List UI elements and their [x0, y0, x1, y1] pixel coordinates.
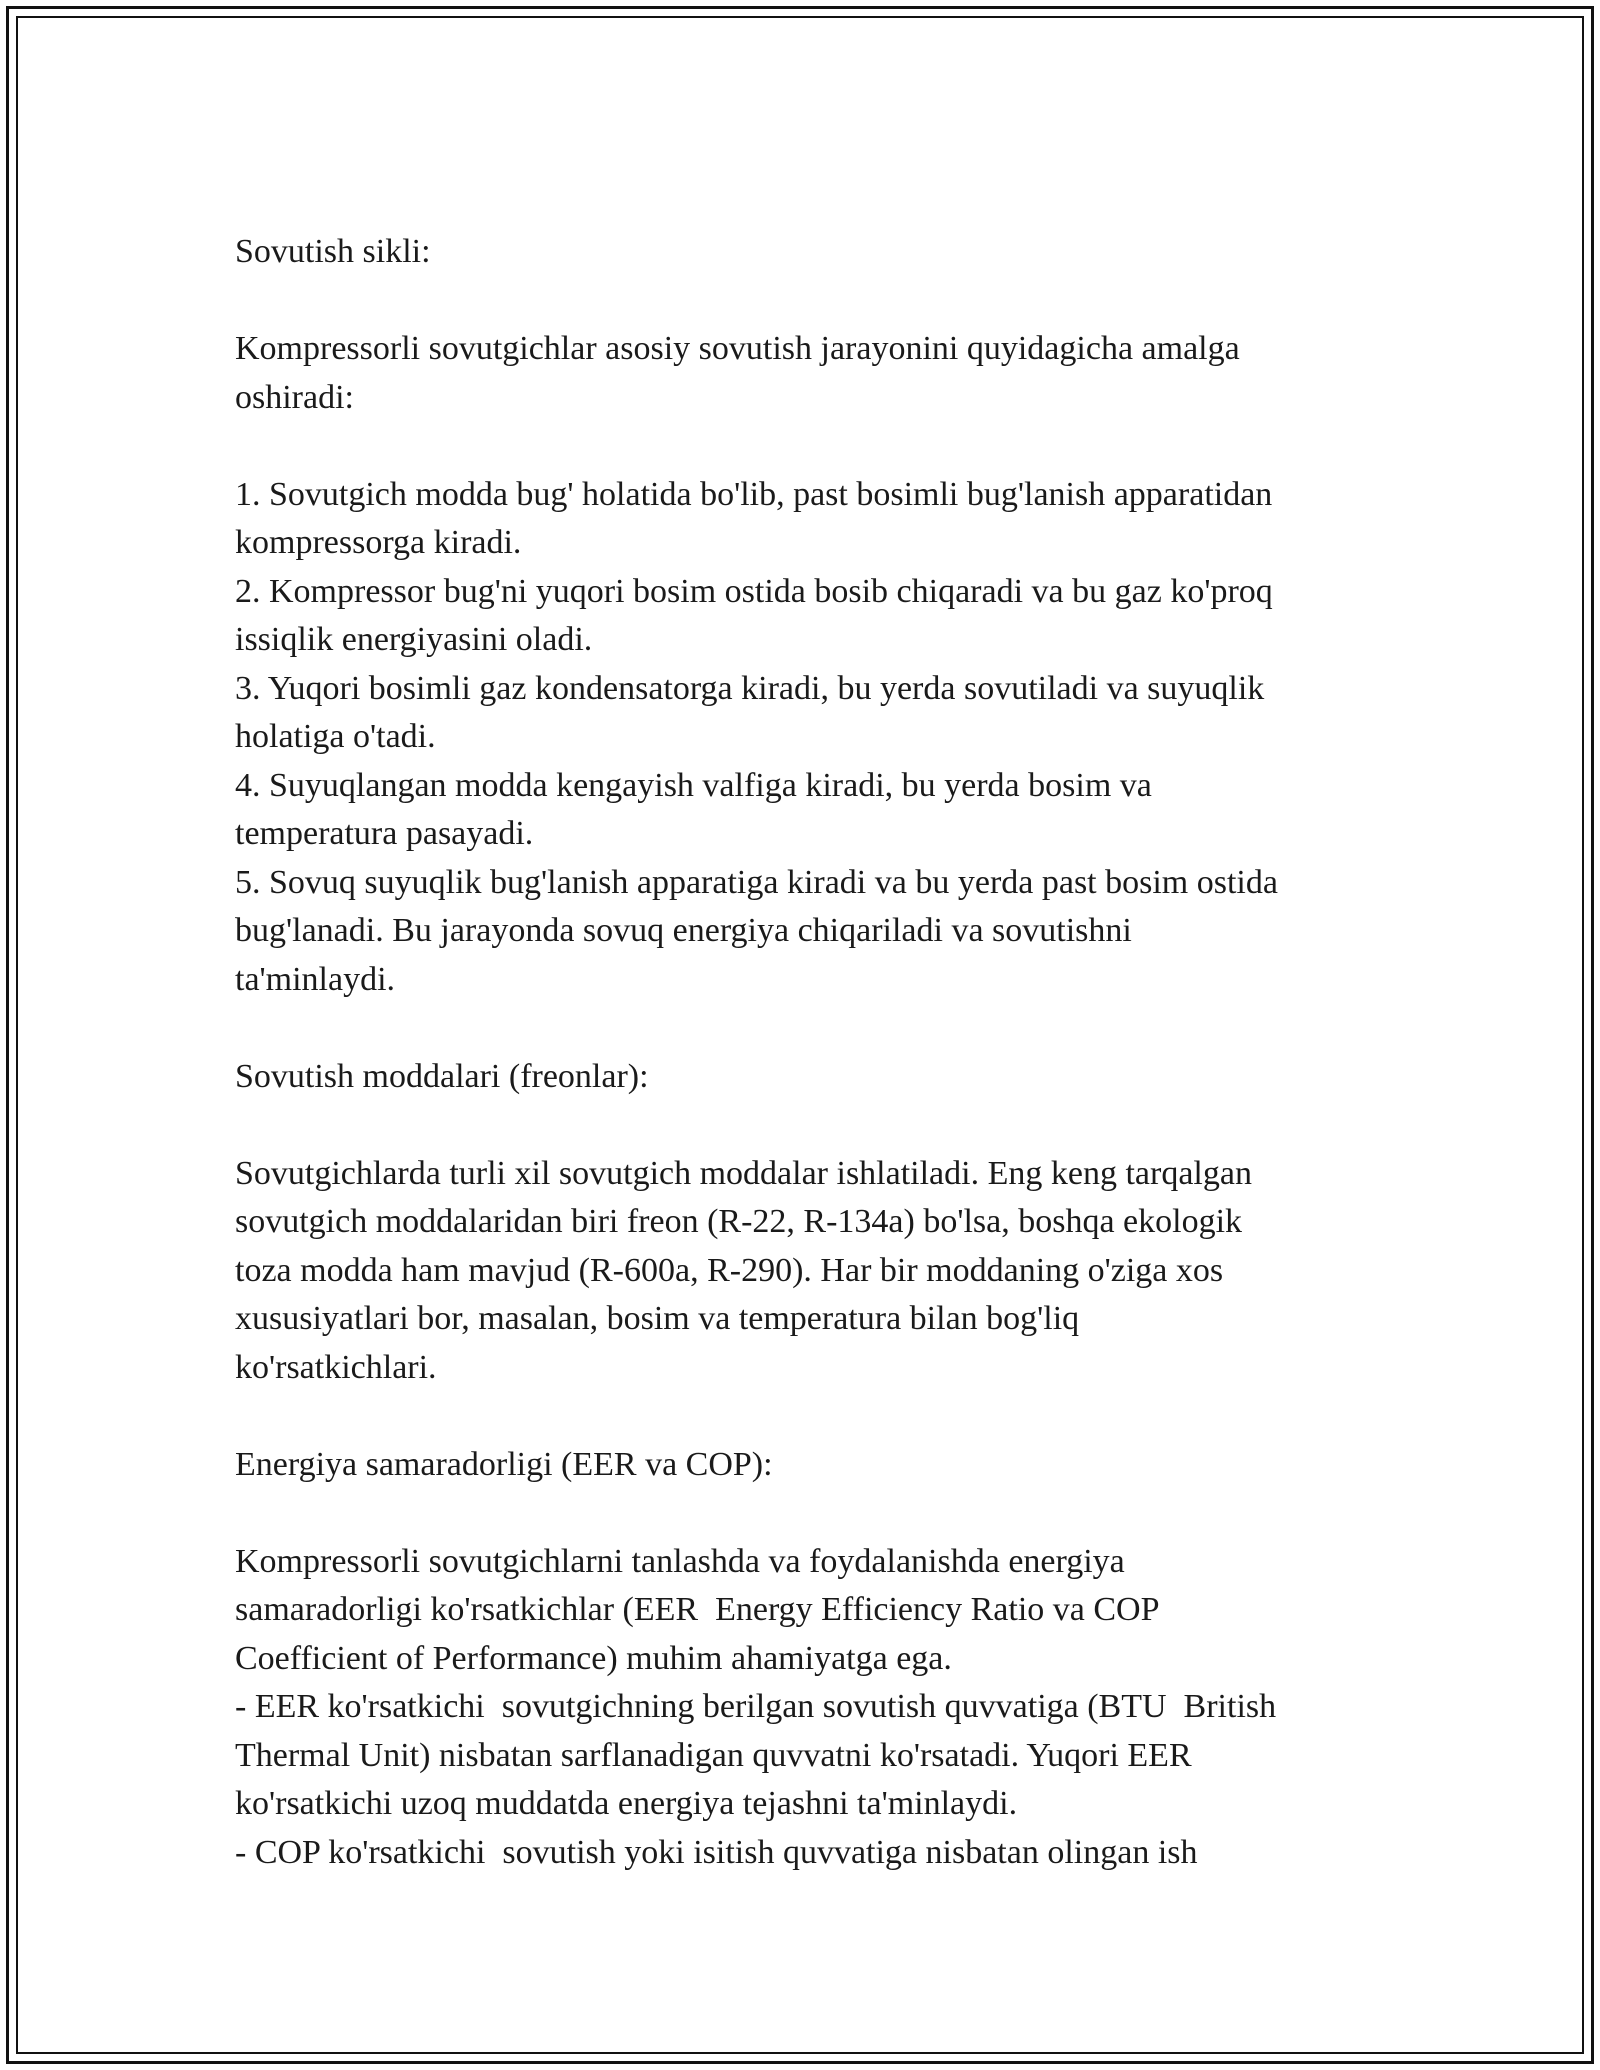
- section-heading-refrigerants: Sovutish moddalari (freonlar):: [235, 1057, 649, 1095]
- paragraph-line: Kompressorli sovutgichlar asosiy sovutish jarayonini quyidagicha amalga: [235, 330, 1240, 367]
- document-body: [235, 228, 1385, 1877]
- blank-line: [235, 1392, 1385, 1441]
- list-item-line: 1. Sovutgich modda bug' holatida bo'lib, past bosimli bug'lanish apparatidan: [235, 475, 1273, 513]
- blank-line: [235, 277, 1385, 326]
- section-heading-cycle: Sovutish sikli:: [235, 233, 431, 270]
- paragraph-line: Sovutgichlarda turli xil sovutgich moddalar ishlatiladi. Eng keng tarqalgan: [235, 1154, 1252, 1192]
- paragraph-line: Coefficient of Performance) muhim ahamiyatga ega.: [235, 1639, 952, 1677]
- list-item-line: 5. Sovuq suyuqlik bug'lanish apparatiga kiradi va bu yerda past bosim ostida: [235, 863, 1278, 901]
- blank-line: [235, 422, 1385, 471]
- blank-line: [235, 1004, 1385, 1053]
- section-heading-efficiency: Energiya samaradorligi (EER va COP):: [235, 1445, 773, 1483]
- blank-line: [235, 1101, 1385, 1150]
- paragraph-line: oshiradi:: [235, 378, 354, 416]
- paragraph-line: Kompressorli sovutgichlarni tanlashda va foydalanishda energiya: [235, 1542, 1125, 1580]
- list-item-line: 4. Suyuqlangan modda kengayish valfiga kiradi, bu yerda bosim va: [235, 766, 1152, 804]
- bullet-line: - EER ko'rsatkichi sovutgichning berilgan sovutish quvvatiga (BTU British: [235, 1688, 1277, 1725]
- bullet-line: - COP ko'rsatkichi sovutish yoki isitish quvvatiga nisbatan olingan ish: [235, 1833, 1198, 1871]
- list-item-line: ta'minlaydi.: [235, 960, 396, 998]
- list-item-line: bug'lanadi. Bu jarayonda sovuq energiya chiqariladi va sovutishni: [235, 912, 1132, 949]
- paragraph-line: toza modda ham mavjud (R-600a, R-290). Har bir moddaning o'ziga xos: [235, 1251, 1224, 1289]
- list-item-line: kompressorga kiradi.: [235, 524, 522, 561]
- paragraph-line: ko'rsatkichlari.: [235, 1348, 437, 1386]
- list-item-line: holatiga o'tadi.: [235, 718, 436, 755]
- paragraph-line: xususiyatlari bor, masalan, bosim va temperatura bilan bog'liq: [235, 1300, 1080, 1337]
- list-item-line: 3. Yuqori bosimli gaz kondensatorga kiradi, bu yerda sovutiladi va suyuqlik: [235, 669, 1265, 707]
- list-item-line: 2. Kompressor bug'ni yuqori bosim ostida bosib chiqaradi va bu gaz ko'proq: [235, 572, 1273, 610]
- list-item-line: issiqlik energiyasini oladi.: [235, 621, 593, 658]
- paragraph-line: sovutgich moddalaridan biri freon (R-22, R-134a) bo'lsa, boshqa ekologik: [235, 1203, 1243, 1240]
- paragraph-line: samaradorligi ko'rsatkichlar (EER Energy Efficiency Ratio va COP: [235, 1591, 1160, 1628]
- blank-line: [235, 1489, 1385, 1538]
- list-item-line: temperatura pasayadi.: [235, 815, 534, 852]
- bullet-line: ko'rsatkichi uzoq muddatda energiya tejashni ta'minlaydi.: [235, 1785, 1018, 1822]
- bullet-line: Thermal Unit) nisbatan sarflanadigan quvvatni ko'rsatadi. Yuqori EER: [235, 1736, 1192, 1774]
